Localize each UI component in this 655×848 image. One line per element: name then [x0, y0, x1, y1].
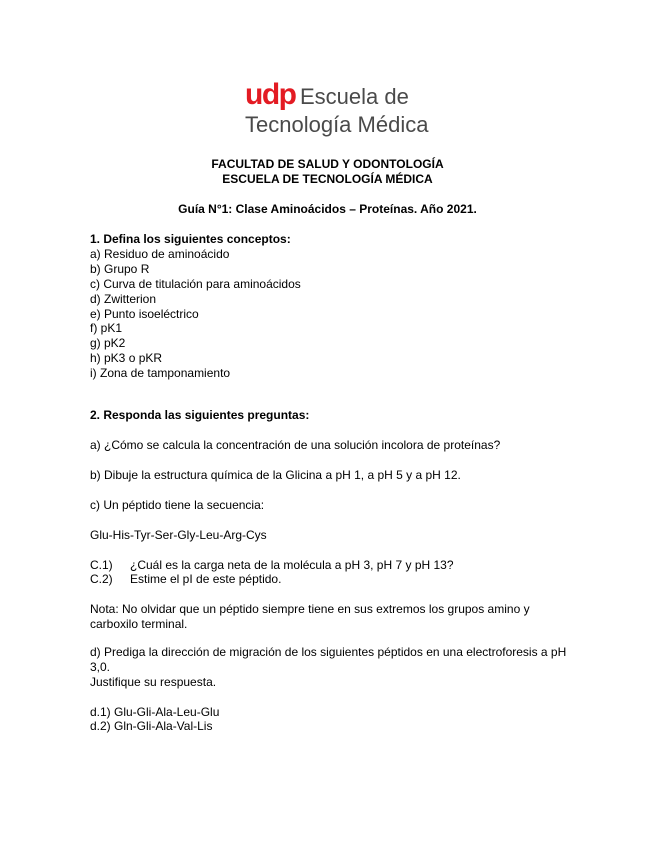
c1-text: ¿Cuál es la carga neta de la molécula a pH 3, pH 7 y pH 13?: [130, 558, 454, 572]
concept-item: f) pK1: [90, 321, 123, 335]
question-d-justify: Justifique su respuesta.: [90, 675, 217, 689]
peptide-sequence: Glu-His-Tyr-Ser-Gly-Leu-Arg-Cys: [90, 528, 267, 542]
concept-item: i) Zona de tamponamiento: [90, 366, 231, 380]
concept-item: c) Curva de titulación para aminoácidos: [90, 277, 301, 291]
section2-heading: 2. Responda las siguientes preguntas:: [90, 408, 310, 422]
c2-text: Estime el pI de este péptido.: [130, 572, 282, 586]
concept-item: h) pK3 o pKR: [90, 351, 163, 365]
guide-title: Guía N°1: Clase Aminoácidos – Proteínas. Año 2021.: [178, 202, 477, 216]
peptide-d2: d.2) Gln-Gli-Ala-Val-Lis: [90, 719, 213, 733]
c2-number: C.2): [90, 572, 113, 586]
concept-item: d) Zwitterion: [90, 292, 157, 306]
logo-line1: Escuela de: [300, 84, 409, 109]
question-a: a) ¿Cómo se calcula la concentración de una solución incolora de proteínas?: [90, 438, 501, 452]
school-title: ESCUELA DE TECNOLOGÍA MÉDICA: [222, 172, 433, 186]
note: Nota: No olvidar que un péptido siempre tiene en sus extremos los grupos amino y carboxilo terminal.: [90, 602, 530, 631]
concept-item: e) Punto isoeléctrico: [90, 307, 199, 321]
concept-item: g) pK2: [90, 336, 126, 350]
section1-heading: 1. Defina los siguientes conceptos:: [90, 232, 291, 246]
concept-item: b) Grupo R: [90, 262, 150, 276]
concept-item: a) Residuo de aminoácido: [90, 247, 230, 261]
peptide-d1: d.1) Glu-Gli-Ala-Leu-Glu: [90, 705, 220, 719]
subquestion-c2: [90, 572, 281, 587]
question-b: b) Dibuje la estructura química de la Glicina a pH 1, a pH 5 y a pH 12.: [90, 468, 461, 482]
c1-number: C.1): [90, 558, 113, 572]
question-c: c) Un péptido tiene la secuencia:: [90, 498, 265, 512]
logo-brand: udp: [245, 78, 296, 111]
subquestion-c1: [90, 558, 454, 573]
faculty-title: FACULTAD DE SALUD Y ODONTOLOGÍA: [211, 157, 444, 171]
question-d: d) Prediga la dirección de migración de los siguientes péptidos en una electroforesis a pH 3,0.: [90, 645, 567, 674]
logo-line2: Tecnología Médica: [245, 112, 429, 137]
